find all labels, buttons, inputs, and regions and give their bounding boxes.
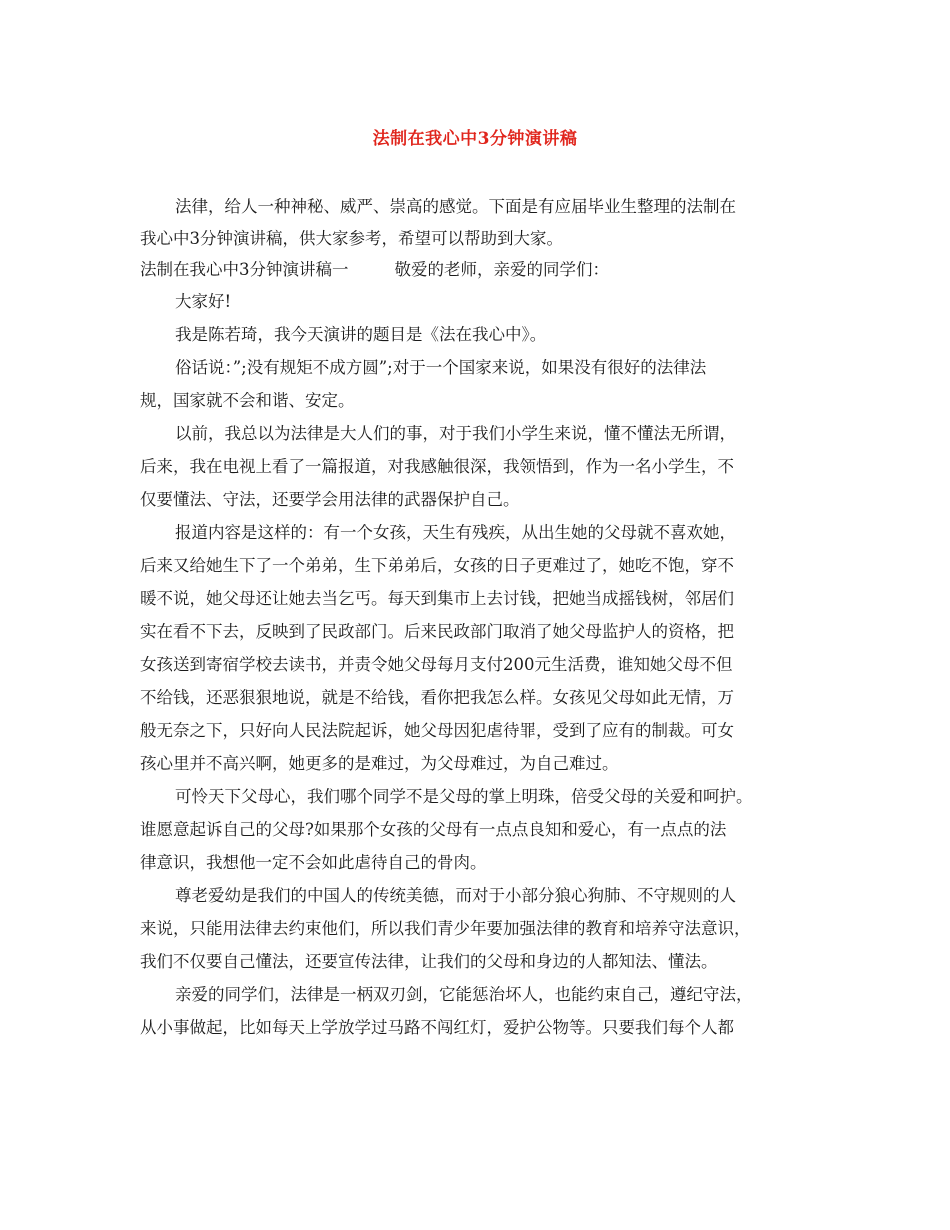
paragraph-line: 来说，只能用法律去约束他们，所以我们青少年要加强法律的教育和培养守法意识，	[140, 919, 751, 938]
document-body	[140, 190, 815, 1044]
paragraph-line: 从小事做起，比如每天上学放学过马路不闯红灯，爱护公物等。只要我们每个人都	[140, 1018, 734, 1037]
paragraph-line: 后来，我在电视上看了一篇报道，对我感触很深，我领悟到，作为一名小学生，不	[140, 457, 734, 476]
paragraph-line: 般无奈之下，只好向人民法院起诉，她父母因犯虐待罪，受到了应有的制裁。可女	[140, 721, 734, 740]
paragraph-line: 我是陈若琦，我今天演讲的题目是《法在我心中》。	[175, 325, 547, 344]
paragraph-line: 实在看不下去，反映到了民政部门。后来民政部门取消了她父母监护人的资格，把	[140, 622, 734, 641]
paragraph-line: 可怜天下父母心，我们哪个同学不是父母的掌上明珠，倍受父母的关爱和呵护。	[175, 787, 753, 806]
paragraph-line: 报道内容是这样的：有一个女孩，天生有残疾，从出生她的父母就不喜欢她，	[175, 523, 736, 542]
paragraph-line	[140, 254, 815, 285]
paragraph-line: 规，国家就不会和谐、安定。	[140, 391, 355, 410]
paragraph-line: 以前，我总以为法律是大人们的事，对于我们小学生来说，懂不懂法无所谓，	[175, 424, 736, 443]
paragraph-line: 俗话说：”;没有规矩不成方圆”;对于一个国家来说，如果没有很好的法律法	[175, 358, 707, 377]
paragraph-line: 暖不说，她父母还让她去当乞丐。每天到集市上去讨钱，把她当成摇钱树，邻居们	[140, 589, 734, 608]
paragraph-line: 孩心里并不高兴啊，她更多的是难过，为父母难过，为自己难过。	[140, 754, 619, 773]
paragraph-line: 律意识，我想他一定不会如此虐待自己的骨肉。	[140, 853, 487, 872]
paragraph-line: 仅要懂法、守法，还要学会用法律的武器保护自己。	[140, 490, 520, 509]
paragraph-line: 大家好!	[175, 292, 232, 311]
paragraph-line: 法律，给人一种神秘、威严、崇高的感觉。下面是有应届毕业生整理的法制在	[175, 197, 736, 216]
paragraph-line: 我心中3分钟演讲稿，供大家参考，希望可以帮助到大家。	[140, 229, 563, 248]
paragraph-line: 亲爱的同学们，法律是一柄双刃剑，它能惩治坏人，也能约束自己，遵纪守法，	[175, 985, 753, 1004]
salutation: 敬爱的老师，亲爱的同学们：	[394, 260, 609, 279]
paragraph-line: 尊老爱幼是我们的中国人的传统美德，而对于小部分狼心狗肺、不守规则的人	[175, 886, 736, 905]
section-heading: 法制在我心中3分钟演讲稿一	[140, 260, 349, 279]
paragraph-line: 后来又给她生下了一个弟弟，生下弟弟后，女孩的日子更难过了，她吃不饱，穿不	[140, 556, 734, 575]
paragraph-line: 不给钱，还恶狠狠地说，就是不给钱，看你把我怎么样。女孩见父母如此无情，万	[140, 688, 734, 707]
paragraph-line: 女孩送到寄宿学校去读书，并责令她父母每月支付200元生活费，谁知她父母不但	[140, 655, 733, 674]
paragraph-line: 谁愿意起诉自己的父母?如果那个女孩的父母有一点点良知和爱心，有一点点的法	[140, 820, 727, 839]
document-title: 法制在我心中3分钟演讲稿	[372, 129, 578, 149]
paragraph-line: 我们不仅要自己懂法，还要宣传法律，让我们的父母和身边的人都知法、懂法。	[140, 952, 718, 971]
